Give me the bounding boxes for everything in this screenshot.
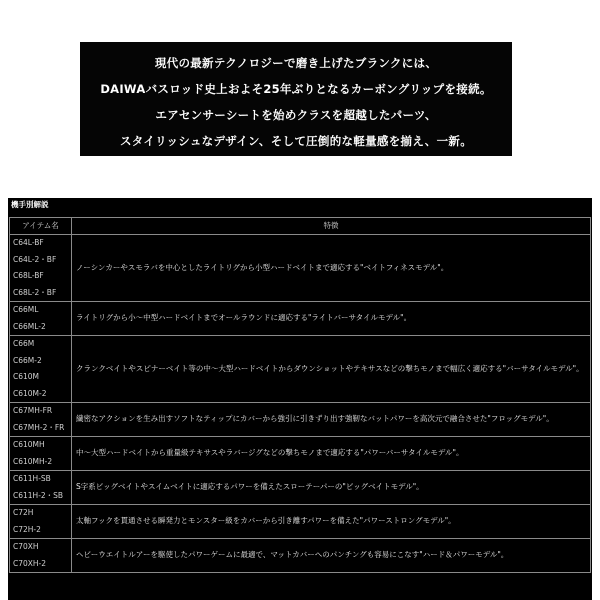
item-name-cell	[10, 505, 72, 539]
banner-line: スタイリッシュなデザイン、そして圧倒的な軽量感を揃え、一新。	[119, 134, 473, 148]
model-name: C611H-2・SB	[13, 490, 64, 500]
table-row	[10, 336, 591, 403]
spec-table-title: 機手別解説	[11, 200, 49, 209]
model-name: C64L-2・BF	[13, 254, 57, 264]
spec-table-panel	[8, 198, 592, 600]
header-item-name: アイテム名	[10, 218, 72, 235]
model-name: C70XH	[13, 542, 39, 551]
feature-cell: S字系ビッグベイトやスイムベイトに適応するパワーを備えたスローテーパーの"ビッグベイトモデル"。	[72, 471, 591, 505]
table-header-row	[10, 218, 591, 235]
model-name: C67MH-FR	[13, 406, 53, 415]
feature-cell: ライトリグから小～中型ハードベイトまでオールラウンドに適応する"ライトバーサタイルモデル"。	[72, 302, 591, 336]
feature-cell: 中～大型ハードベイトから重量級テキサスやラバージグなどの撃ちモノまで適応する"パワーバーサタイルモデル"。	[72, 437, 591, 471]
model-name: C72H	[13, 508, 34, 517]
banner-line: エアセンサーシートを始めクラスを超越したパーツ、	[155, 108, 437, 122]
model-name: C70XH-2	[13, 558, 47, 568]
model-name: C66ML-2	[13, 321, 46, 331]
banner-line: DAIWAバスロッド史上およそ25年ぶりとなるカーボングリップを接続。	[100, 82, 492, 96]
model-name: C610MH-2	[13, 456, 53, 466]
feature-cell: 太軸フックを貫通させる瞬発力とモンスター級をカバーから引き離すパワーを備えた"パワーストロングモデル"。	[72, 505, 591, 539]
table-row	[10, 471, 591, 505]
table-row	[10, 302, 591, 336]
model-name: C68L-2・BF	[13, 287, 57, 297]
spec-table	[9, 217, 591, 573]
feature-cell: クランクベイトやスピナーベイト等の中～大型ハードベイトからダウンショットやテキサスなどの撃ちモノまで幅広く適応する"バーサタイルモデル"。	[72, 336, 591, 403]
model-name: C66M-2	[13, 355, 42, 365]
model-name: C72H-2	[13, 524, 41, 534]
model-name: C67MH-2・FR	[13, 422, 65, 432]
feature-cell: ノーシンカーやスモラバを中心としたライトリグから小型ハードベイトまで適応する"ベイトフィネスモデル"。	[72, 235, 591, 302]
model-name: C610M	[13, 372, 40, 381]
table-row	[10, 437, 591, 471]
table-row	[10, 505, 591, 539]
table-body	[10, 235, 591, 573]
model-name: C64L-BF	[13, 238, 44, 247]
model-name: C610MH	[13, 440, 45, 449]
model-name: C611H-SB	[13, 474, 51, 483]
table-row	[10, 539, 591, 573]
feature-cell: 繊密なアクションを生み出すソフトなティップにカバーから強引に引きずり出す強靭なバットパワーを高次元で融合させた"フロッグモデル"。	[72, 403, 591, 437]
item-name-cell	[10, 437, 72, 471]
table-row	[10, 235, 591, 302]
model-name: C66M	[13, 339, 35, 348]
item-name-cell	[10, 471, 72, 505]
promo-banner	[80, 42, 512, 156]
header-feature: 特徴	[72, 218, 591, 235]
model-name: C66ML	[13, 305, 39, 314]
item-name-cell	[10, 235, 72, 302]
model-name: C68L-BF	[13, 271, 44, 280]
item-name-cell	[10, 302, 72, 336]
item-name-cell	[10, 539, 72, 573]
item-name-cell	[10, 336, 72, 403]
banner-line: 現代の最新テクノロジーで磨き上げたブランクには、	[154, 56, 438, 70]
model-name: C610M-2	[13, 388, 47, 398]
table-row	[10, 403, 591, 437]
feature-cell: ヘビーウエイトルアーを駆使したパワーゲームに最適で、マットカバーへのパンチングも容易にこなす"ハード＆パワーモデル"。	[72, 539, 591, 573]
item-name-cell	[10, 403, 72, 437]
